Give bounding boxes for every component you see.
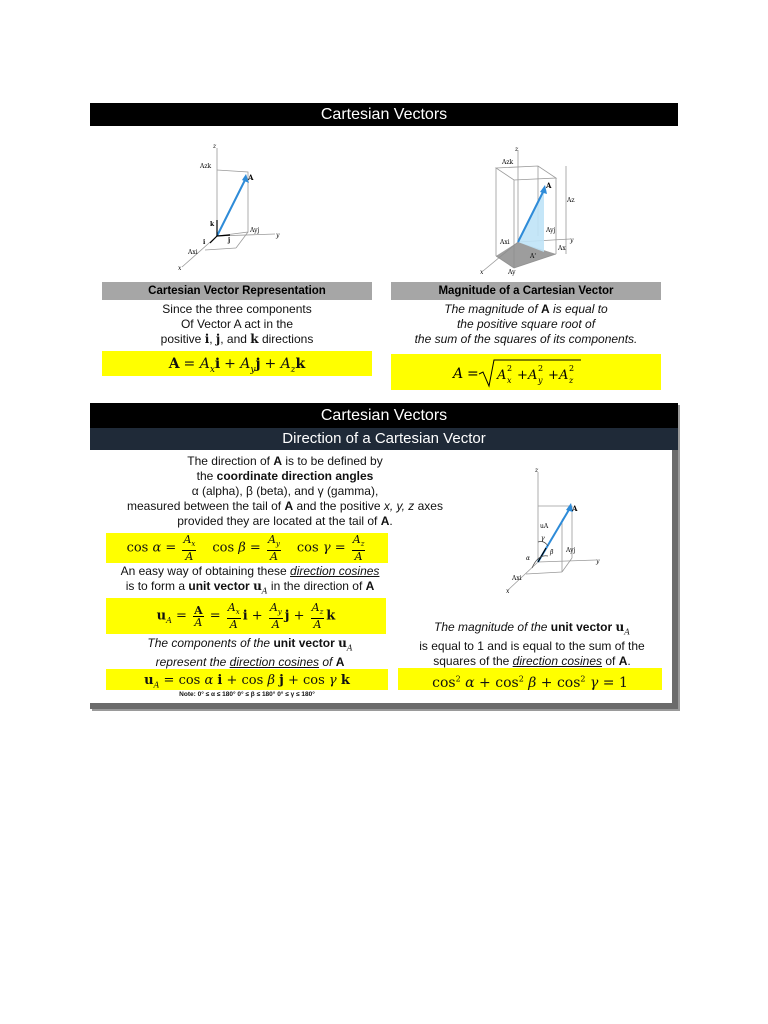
text: The direction of <box>187 454 274 468</box>
fig3-label-alpha: α <box>526 555 531 562</box>
text: . <box>627 654 631 669</box>
p3-line <box>100 636 400 655</box>
text: and the positive <box>293 499 384 513</box>
text: the <box>196 469 217 483</box>
bold-term: unit vector <box>188 579 250 593</box>
fig2-label-x: x <box>480 269 484 276</box>
fig3-label-beta: β <box>550 549 554 556</box>
note-text: Note: 0° ≤ α ≤ 180° 0° ≤ β ≤ 180° 0° ≤ γ ≤ 180° <box>179 691 315 698</box>
fig2-label-az: Az <box>567 197 575 204</box>
text: is equal to <box>549 302 608 316</box>
underlined-term: direction cosines <box>512 654 603 669</box>
figure-cartesian-vector-representation <box>170 140 290 272</box>
unit-i: i <box>204 332 210 346</box>
slide2-title: Cartesian Vectors <box>320 407 448 424</box>
fig2-label-azk: Azk <box>502 159 514 166</box>
bold-term: coordinate direction angles <box>216 469 374 483</box>
slide1-title: Cartesian Vectors <box>320 106 448 123</box>
caption-text: Magnitude of a Cartesian Vector <box>438 285 614 297</box>
subscript: A <box>261 586 268 596</box>
fig3-label-ayj: Ayj <box>566 547 576 554</box>
r-line <box>398 620 666 639</box>
axes: x, y, z <box>383 499 415 513</box>
figure-direction-angles <box>504 466 616 594</box>
unit-u: u <box>338 636 347 650</box>
subscript: A <box>624 627 630 637</box>
fig1-label-axi: Axi <box>188 249 198 256</box>
p1-line: α (alpha), β (beta), and γ (gamma), <box>191 484 379 498</box>
svg-text:=: = <box>467 366 479 382</box>
fig1-label-j: j <box>228 237 231 244</box>
text: in the direction of <box>267 579 366 593</box>
formula-sum-of-squares: $\cos^2 \alpha + \cos^2 \beta + \cos^2 \gamma = 1$ <box>398 668 662 690</box>
fig2-label-axi: Axi <box>500 239 510 246</box>
fig1-label-z: z <box>213 143 217 150</box>
fig2-label-ayj: Ayj <box>546 227 556 234</box>
unit-u: u <box>253 579 262 593</box>
bold-term: unit vector <box>550 620 613 634</box>
slide2-bottom-edge <box>90 703 678 709</box>
right-description <box>391 302 661 347</box>
vector-A: A <box>541 302 550 316</box>
unit-j: j <box>215 332 221 346</box>
fig1-label-y: y <box>276 232 280 239</box>
text: . <box>389 514 393 528</box>
p3-line <box>100 655 400 669</box>
text: provided they are located at the tail of <box>177 514 381 528</box>
text: axes <box>414 499 443 513</box>
text: The components of the <box>147 636 274 650</box>
vector-A-arrow <box>217 178 246 236</box>
caption-cartesian-vector-representation <box>102 282 372 300</box>
caption-text: Cartesian Vector Representation <box>148 285 326 297</box>
slide1-title-bar <box>90 103 678 126</box>
p1-line <box>100 514 470 529</box>
unit-u: u <box>615 620 625 634</box>
svg-text:2: 2 <box>538 364 544 373</box>
vector-A: A <box>618 654 628 669</box>
svg-text:z: z <box>569 376 574 385</box>
desc-line: the sum of the squares of its components. <box>414 332 638 346</box>
p2-line <box>100 564 400 579</box>
figure-magnitude-cartesian-vector <box>478 146 578 276</box>
direction-definition <box>100 454 470 529</box>
svg-text:+: + <box>548 368 559 383</box>
text: represent the <box>155 655 230 670</box>
fig3-label-uA: uA <box>540 523 549 530</box>
svg-text:y: y <box>538 376 543 385</box>
slide2-subtitle-bar <box>90 428 678 450</box>
fig2-label-A: A <box>546 181 552 190</box>
text: measured between the tail of <box>127 499 285 513</box>
svg-text:A: A <box>528 368 538 383</box>
underlined-term: direction cosines <box>290 564 380 578</box>
slide2-right-edge <box>672 450 678 709</box>
fig2-label-y: y <box>570 237 574 244</box>
fig2-label-ax: Ax <box>558 245 566 252</box>
text: positive <box>160 332 205 346</box>
desc-line: the positive square root of <box>456 317 596 331</box>
fig2-label-z: z <box>515 146 519 153</box>
p2-line <box>100 579 400 598</box>
text: The magnitude of the <box>434 620 551 634</box>
unit-vector-intro <box>100 564 400 598</box>
text: squares of the <box>433 654 513 669</box>
svg-text:A: A <box>497 368 507 383</box>
desc-line <box>391 302 661 317</box>
svg-text:2: 2 <box>569 364 575 373</box>
subscript: A <box>346 643 353 653</box>
fig1-label-x: x <box>178 265 182 272</box>
vector-A: A <box>273 454 282 468</box>
text: An easy way of obtaining these <box>120 564 291 578</box>
desc-line <box>102 332 372 347</box>
vector-A: A <box>284 499 294 513</box>
text: The magnitude of <box>444 302 541 316</box>
unit-vector-magnitude-text <box>398 620 666 669</box>
fig3-label-A: A <box>572 504 578 513</box>
text: is to be defined by <box>281 454 383 468</box>
fig3-label-x: x <box>506 588 510 594</box>
text: of <box>602 654 619 669</box>
fig1-label-i: i <box>203 239 206 246</box>
fig1-label-k: k <box>210 221 215 228</box>
fig3-label-y: y <box>596 558 600 565</box>
fig3-label-axi: Axi <box>512 575 522 582</box>
svg-text:+: + <box>517 368 528 383</box>
formula-vector-components: $A = A_xi + A_yj + A_zk$ <box>102 351 372 376</box>
vector-A: A <box>365 579 375 593</box>
p1-line <box>100 454 470 469</box>
text: is to form a <box>125 579 189 593</box>
text: of <box>319 655 336 670</box>
fig1-label-azk: Azk <box>200 163 212 170</box>
fig2-label-ay: Ay <box>508 269 516 276</box>
slide2-subtitle: Direction of a Cartesian Vector <box>282 430 486 447</box>
caption-magnitude <box>391 282 661 300</box>
desc-line: Since the three components <box>162 302 312 316</box>
vector-A: A <box>380 514 390 528</box>
fig3-label-z: z <box>535 467 539 474</box>
slide2-title-bar <box>90 403 678 428</box>
svg-text:x: x <box>507 376 512 385</box>
fig1-label-ayj: Ayj <box>250 227 260 234</box>
fig2-label-aprime: A' <box>530 253 536 260</box>
formula-magnitude <box>391 354 661 390</box>
angle-range-note <box>106 691 388 698</box>
text: , and <box>220 332 251 346</box>
formula-unit-vector-cosines: $u_A = \cos \alpha$ i + cos β j + cos γ k <box>106 669 388 690</box>
formula-direction-cosines: cos α = $\frac{A_x}{A}$ cos β = $\frac{A_y}{A}$ cos γ = $\frac{A_z}{A}$ <box>106 533 388 563</box>
svg-text:2: 2 <box>507 364 513 373</box>
desc-line: Of Vector A act in the <box>180 317 294 331</box>
formula-unit-vector: $u_A$ = $\frac{A}{A}$ = $\frac{A_x}{A}$ i + $\frac{A_y}{A}$ j + $\frac{A_z}{A}$ k <box>106 598 386 634</box>
p1-line <box>100 499 470 514</box>
r-line: is equal to 1 and is equal to the sum of the <box>419 639 645 654</box>
p1-line <box>100 469 470 484</box>
fig3-label-gamma: γ <box>541 535 545 542</box>
unit-vector-components <box>100 636 400 669</box>
text: directions <box>258 332 314 346</box>
svg-text:A: A <box>559 368 569 383</box>
underlined-term: direction cosines <box>229 655 320 670</box>
fig1-label-A: A <box>248 173 254 182</box>
text: , <box>209 332 216 346</box>
svg-text:A: A <box>453 366 464 382</box>
bold-term: unit vector <box>273 636 335 650</box>
vector-A: A <box>335 655 345 670</box>
unit-k: k <box>250 332 259 346</box>
left-description <box>102 302 372 347</box>
